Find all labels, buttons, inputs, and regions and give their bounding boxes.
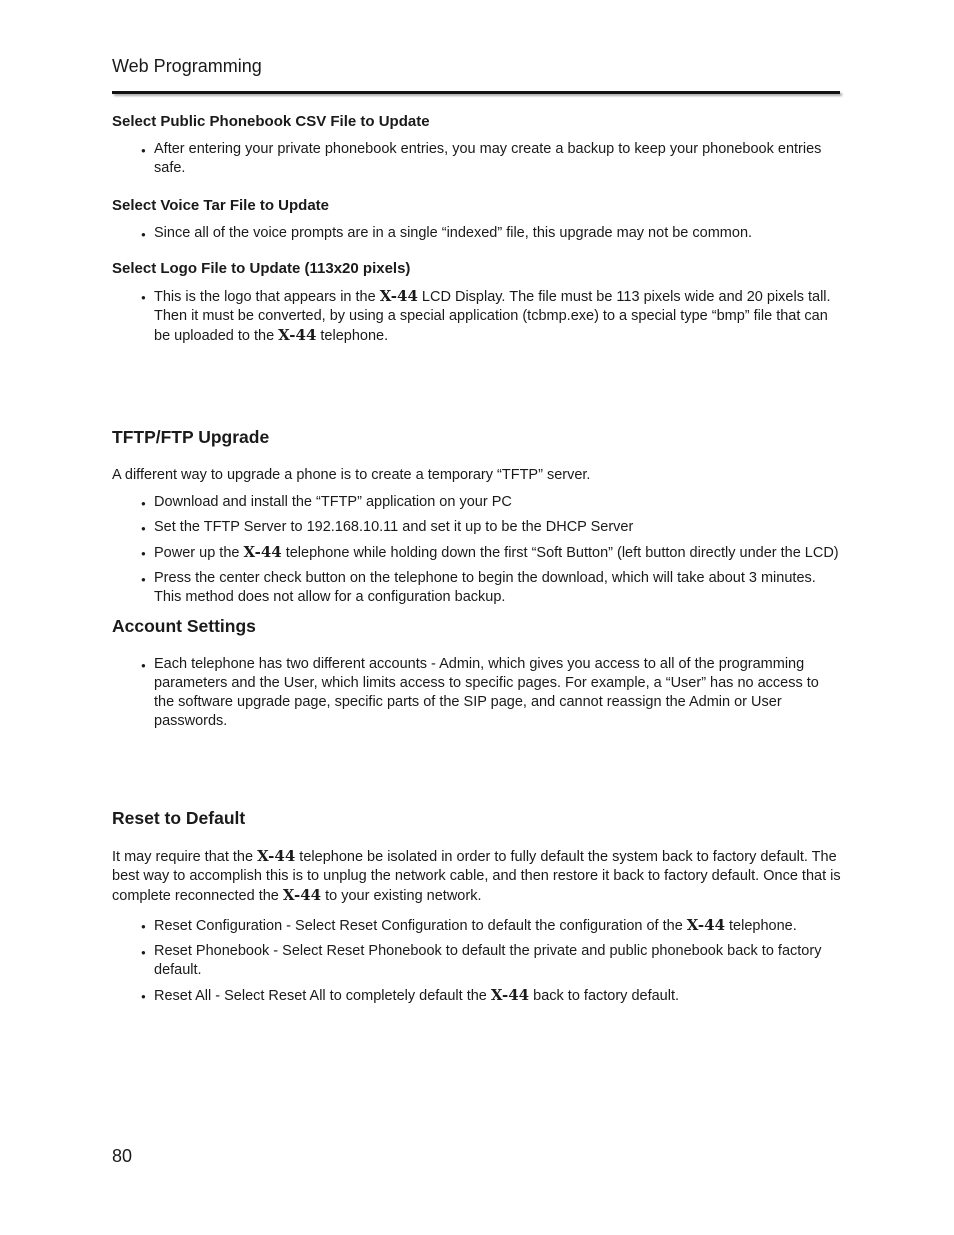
list-item: ● Download and install the “TFTP” application on your PC xyxy=(154,493,842,512)
model-name: X-44 xyxy=(490,986,530,1004)
list-item xyxy=(154,916,842,936)
list-item: ● After entering your private phonebook entries, you may create a backup to keep your phonebook entries safe. xyxy=(154,140,842,178)
list-item xyxy=(154,287,842,346)
text: LCD Display. The file must be 113 pixels wide and 20 pixels tall. Then it must be converted, by using a special application (tcbmp.exe) to a special type “bmp” file that can be uploaded to the xyxy=(154,289,831,344)
text: telephone be isolated in order to fully default the system back to factory default. The best way to accomplish this is to unplug the network cable, and then restore it back to factory default. Once that is complete reconnected the xyxy=(112,849,841,904)
account-list xyxy=(112,655,842,731)
model-name: X-44 xyxy=(278,326,317,344)
reset-intro xyxy=(112,847,842,906)
list-item: ● Since all of the voice prompts are in a single “indexed” file, this upgrade may not be common. xyxy=(154,224,842,243)
model-name: X-44 xyxy=(243,543,282,561)
text: telephone. xyxy=(725,918,797,934)
public-csv-list xyxy=(112,140,842,178)
text: Power up the xyxy=(154,545,244,561)
model-name: X-44 xyxy=(686,916,725,934)
list-item xyxy=(154,986,842,1006)
heading-logo-file: Select Logo File to Update (113x20 pixels) xyxy=(112,260,411,277)
heading-reset-to-default: Reset to Default xyxy=(112,808,246,828)
voice-tar-list xyxy=(112,224,842,243)
model-name: X-44 xyxy=(257,847,296,865)
header-divider xyxy=(112,91,840,94)
tftp-intro: A different way to upgrade a phone is to create a temporary “TFTP” server. xyxy=(112,467,591,483)
tftp-list xyxy=(112,493,842,607)
page-header-title: Web Programming xyxy=(112,56,262,76)
list-item: ● Press the center check button on the telephone to begin the download, which will take about 3 minutes. This method does not allow for a configuration backup. xyxy=(154,569,842,607)
list-item: ● Set the TFTP Server to 192.168.10.11 and set it up to be the DHCP Server xyxy=(154,518,842,537)
text: Reset All - Select Reset All to completely default the xyxy=(154,988,491,1004)
logo-list xyxy=(112,287,842,346)
heading-tftp-ftp-upgrade: TFTP/FTP Upgrade xyxy=(112,427,270,447)
text: It may require that the xyxy=(112,849,258,865)
heading-voice-tar: Select Voice Tar File to Update xyxy=(112,197,330,214)
page-number: 80 xyxy=(112,1146,133,1166)
heading-account-settings: Account Settings xyxy=(112,616,256,636)
list-item: ● Reset Phonebook - Select Reset Phonebook to default the private and public phonebook back to factory default. xyxy=(154,942,842,980)
list-item: ● Each telephone has two different accounts - Admin, which gives you access to all of the programming parameters and the User, which limits access to specific pages. For example, a “User” has no access to the software upgrade page, specific parts of the SIP page, and cannot reassign the Admin or User passwords. xyxy=(154,655,842,731)
model-name: X-44 xyxy=(282,886,322,904)
text: telephone. xyxy=(316,328,389,344)
reset-list xyxy=(112,916,842,1006)
page-content xyxy=(112,112,842,1012)
heading-public-phonebook-csv: Select Public Phonebook CSV File to Update xyxy=(112,113,430,130)
list-item xyxy=(154,543,842,563)
text: This is the logo that appears in the xyxy=(154,289,380,305)
text: Reset Configuration - Select Reset Configuration to default the configuration of the xyxy=(154,918,687,934)
text: to your existing network. xyxy=(321,888,482,904)
model-name: X-44 xyxy=(379,287,418,305)
text: telephone while holding down the first “Soft Button” (left button directly under the LCD) xyxy=(281,545,839,561)
text: back to factory default. xyxy=(529,988,680,1004)
